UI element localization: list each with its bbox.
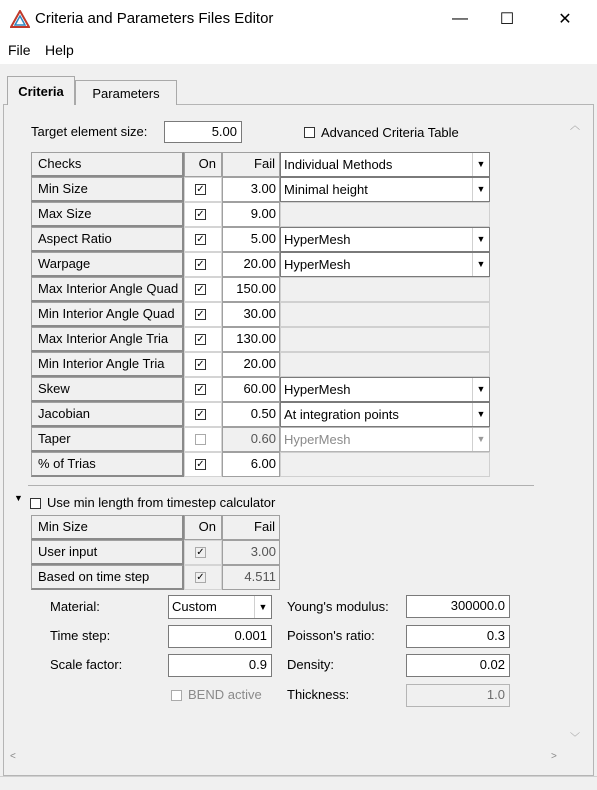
chevron-down-icon: ▼ <box>472 178 489 201</box>
chevron-down-icon: ▼ <box>472 228 489 251</box>
timestep-input[interactable]: 0.001 <box>168 625 272 648</box>
chevron-down-icon: ▼ <box>472 253 489 276</box>
check-method-empty <box>280 277 490 302</box>
chevron-down-icon: ▼ <box>254 596 271 618</box>
close-icon: ✕ <box>558 11 572 28</box>
app-logo-icon <box>10 10 30 28</box>
check-method-empty <box>280 352 490 377</box>
ts-on-checkbox-based-on-time-step: ✓ <box>196 572 205 583</box>
check-fail-min-interior-angle-quad[interactable]: 30.00 <box>222 302 280 327</box>
check-name-jacobian: Jacobian <box>31 402 184 427</box>
check-method-value: HyperMesh <box>284 232 351 247</box>
poisson-label: Poisson's ratio: <box>287 628 375 643</box>
check-fail-min-size[interactable]: 3.00 <box>222 177 280 202</box>
status-bar <box>0 776 597 790</box>
tab-parameters[interactable]: Parameters <box>75 80 177 105</box>
check-fail-of-trias[interactable]: 6.00 <box>222 452 280 477</box>
check-fail-max-interior-angle-tria[interactable]: 130.00 <box>222 327 280 352</box>
ts-row-based-on-time-step: Based on time step <box>31 565 184 590</box>
check-on-cell <box>184 202 222 227</box>
thickness-label: Thickness: <box>287 687 350 702</box>
scroll-right-icon[interactable]: > <box>551 751 557 762</box>
poisson-input[interactable]: 0.3 <box>406 625 510 648</box>
check-method-value: Minimal height <box>284 182 368 197</box>
check-fail-max-interior-angle-quad[interactable]: 150.00 <box>222 277 280 302</box>
menu-help[interactable]: Help <box>45 42 74 58</box>
check-name-of-trias: % of Trias <box>31 452 184 477</box>
timestep-label: Use min length from timestep calculator <box>47 495 276 510</box>
bend-active-label: BEND active <box>188 687 262 702</box>
check-on-checkbox-max-size[interactable]: ✓ <box>196 209 205 220</box>
check-method-select-aspect-ratio[interactable] <box>280 227 490 252</box>
on-header: On <box>184 152 222 177</box>
check-on-checkbox-skew[interactable]: ✓ <box>196 384 205 395</box>
ts-fail-based-on-time-step: 4.511 <box>222 565 280 590</box>
chevron-down-icon: ▼ <box>472 378 489 401</box>
tab-criteria[interactable]: Criteria <box>7 76 75 105</box>
minsize-header: Min Size <box>31 515 184 540</box>
methods-select[interactable] <box>280 152 490 177</box>
check-fail-min-interior-angle-tria[interactable]: 20.00 <box>222 352 280 377</box>
fail-header: Fail <box>222 152 280 177</box>
close-button[interactable] <box>542 0 588 38</box>
bend-active-checkbox[interactable] <box>171 690 182 701</box>
check-method-select-warpage[interactable] <box>280 252 490 277</box>
check-on-checkbox-max-interior-angle-tria[interactable]: ✓ <box>196 334 205 345</box>
ts-fail-user-input: 3.00 <box>222 540 280 565</box>
check-on-checkbox-min-interior-angle-tria[interactable]: ✓ <box>196 359 205 370</box>
scale-factor-input[interactable]: 0.9 <box>168 654 272 677</box>
check-name-aspect-ratio: Aspect Ratio <box>31 227 184 252</box>
menu-bar <box>0 38 597 64</box>
check-name-max-interior-angle-tria: Max Interior Angle Tria <box>31 327 184 352</box>
check-on-checkbox-max-interior-angle-quad[interactable]: ✓ <box>196 284 205 295</box>
maximize-icon: ☐ <box>499 11 515 28</box>
ts-on-header: On <box>184 515 222 540</box>
collapse-arrow-icon[interactable]: ▼ <box>14 493 23 503</box>
density-label: Density: <box>287 657 334 672</box>
check-method-value: HyperMesh <box>284 257 351 272</box>
check-fail-jacobian[interactable]: 0.50 <box>222 402 280 427</box>
active-tab-gap <box>8 104 74 106</box>
check-on-cell <box>184 252 222 277</box>
check-on-cell <box>184 302 222 327</box>
ts-on-cell <box>184 540 222 565</box>
check-method-empty <box>280 202 490 227</box>
density-input[interactable]: 0.02 <box>406 654 510 677</box>
check-method-select-jacobian[interactable] <box>280 402 490 427</box>
youngs-input[interactable]: 300000.0 <box>406 595 510 618</box>
check-method-value: HyperMesh <box>284 382 351 397</box>
check-on-checkbox-of-trias[interactable]: ✓ <box>196 459 205 470</box>
check-on-checkbox-jacobian[interactable]: ✓ <box>196 409 205 420</box>
thickness-input: 1.0 <box>406 684 510 707</box>
chevron-down-icon: ▼ <box>472 153 489 176</box>
check-on-cell <box>184 277 222 302</box>
check-fail-aspect-ratio[interactable]: 5.00 <box>222 227 280 252</box>
advanced-criteria-checkbox[interactable] <box>304 127 315 138</box>
scale-factor-label: Scale factor: <box>50 657 123 672</box>
timestep-checkbox[interactable] <box>30 498 41 509</box>
check-name-skew: Skew <box>31 377 184 402</box>
check-name-warpage: Warpage <box>31 252 184 277</box>
check-on-cell <box>184 402 222 427</box>
ts-on-cell <box>184 565 222 590</box>
target-size-input[interactable]: 5.00 <box>164 121 242 143</box>
ts-row-user-input: User input <box>31 540 184 565</box>
check-method-value: HyperMesh <box>284 432 351 447</box>
check-name-taper: Taper <box>31 427 184 452</box>
check-method-empty <box>280 452 490 477</box>
check-on-checkbox-min-size[interactable]: ✓ <box>196 184 205 195</box>
chevron-down-icon: ▼ <box>472 428 489 451</box>
minimize-icon: — <box>452 10 468 27</box>
check-on-checkbox-min-interior-angle-quad[interactable]: ✓ <box>196 309 205 320</box>
material-select[interactable] <box>168 595 272 619</box>
check-on-cell <box>184 177 222 202</box>
check-fail-skew[interactable]: 60.00 <box>222 377 280 402</box>
menu-file[interactable]: File <box>8 42 31 58</box>
check-on-cell <box>184 452 222 477</box>
timestep-param-label: Time step: <box>50 628 111 643</box>
check-on-checkbox-aspect-ratio[interactable]: ✓ <box>196 234 205 245</box>
check-on-cell <box>184 377 222 402</box>
check-method-select-taper <box>280 427 490 452</box>
section-divider <box>28 485 534 486</box>
check-name-max-interior-angle-quad: Max Interior Angle Quad <box>31 277 184 302</box>
methods-value: Individual Methods <box>284 157 393 172</box>
scroll-down-icon[interactable]: ﹀ <box>570 733 580 744</box>
target-size-label: Target element size: <box>31 124 148 139</box>
youngs-label: Young's modulus: <box>287 599 389 614</box>
check-name-min-interior-angle-tria: Min Interior Angle Tria <box>31 352 184 377</box>
check-fail-warpage[interactable]: 20.00 <box>222 252 280 277</box>
check-fail-taper[interactable]: 0.60 <box>222 427 280 452</box>
check-name-max-size: Max Size <box>31 202 184 227</box>
material-label: Material: <box>50 599 100 614</box>
ts-on-checkbox-user-input: ✓ <box>196 547 205 558</box>
checks-header: Checks <box>31 152 184 177</box>
window-title: Criteria and Parameters Files Editor <box>35 10 274 27</box>
check-method-value: At integration points <box>284 407 399 422</box>
check-name-min-size: Min Size <box>31 177 184 202</box>
check-name-min-interior-angle-quad: Min Interior Angle Quad <box>31 302 184 327</box>
maximize-button[interactable] <box>484 0 530 38</box>
check-on-cell <box>184 327 222 352</box>
check-fail-max-size[interactable]: 9.00 <box>222 202 280 227</box>
check-on-cell <box>184 227 222 252</box>
minimize-button[interactable] <box>437 0 483 38</box>
check-method-empty <box>280 302 490 327</box>
check-method-select-min-size[interactable] <box>280 177 490 202</box>
advanced-criteria-label: Advanced Criteria Table <box>321 125 459 140</box>
check-on-cell <box>184 427 222 452</box>
ts-fail-header: Fail <box>222 515 280 540</box>
check-on-checkbox-taper[interactable] <box>195 434 206 445</box>
material-value: Custom <box>172 599 217 614</box>
chevron-down-icon: ▼ <box>472 403 489 426</box>
scroll-left-icon[interactable]: < <box>10 751 16 762</box>
check-method-empty <box>280 327 490 352</box>
check-on-checkbox-warpage[interactable]: ✓ <box>196 259 205 270</box>
check-method-select-skew[interactable] <box>280 377 490 402</box>
check-on-cell <box>184 352 222 377</box>
scroll-up-icon[interactable]: ︿ <box>570 121 580 132</box>
